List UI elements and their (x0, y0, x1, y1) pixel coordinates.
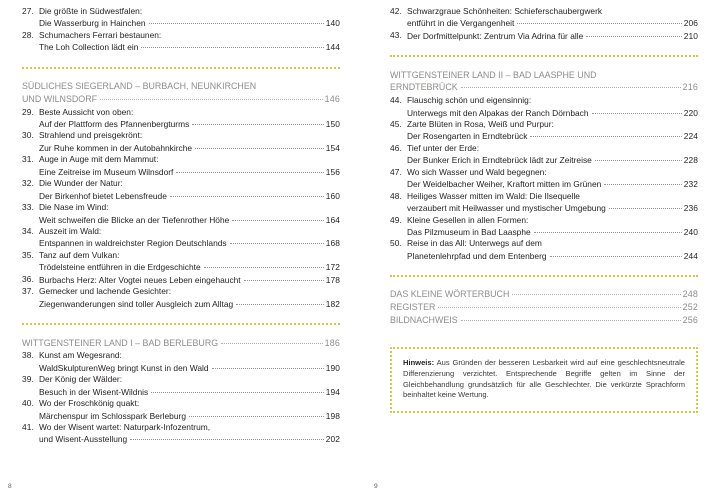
toc-line (39, 118, 340, 130)
toc-page-number: 256 (682, 314, 698, 325)
hinweis-label: Hinweis: (403, 358, 435, 368)
toc-page-number: 244 (683, 250, 698, 261)
toc-line-title: Unterwegs mit den Alpakas der Ranch Dörnbach (407, 107, 589, 118)
toc-entry-body (39, 398, 340, 422)
toc-page-number: 228 (683, 155, 698, 166)
section-heading-block[interactable] (390, 55, 698, 94)
toc-line (407, 107, 698, 119)
right-sections (390, 55, 698, 262)
dot-leader (236, 298, 324, 307)
toc-line (39, 214, 340, 226)
toc-line-title: Der König der Wälder: (39, 374, 123, 385)
toc-line-title: Kunst am Wegesrand: (39, 350, 122, 361)
toc-line (39, 30, 340, 41)
toc-line (22, 93, 340, 106)
toc-entry-number: 37. (22, 286, 34, 297)
right-continued-entries (390, 6, 698, 42)
dot-leader (530, 130, 681, 139)
toc-line-title: Wo der Wisent wartet: Naturpark-Infozentrum, (39, 422, 211, 433)
toc-line-title: Auf der Plattform des Pfannenbergturms (39, 118, 190, 129)
dot-leader (189, 410, 324, 419)
toc-page-number: 172 (325, 262, 340, 273)
toc-line (407, 119, 698, 130)
toc-line (39, 17, 340, 29)
toc-page-number: 144 (325, 42, 340, 53)
toc-line-title: Der Weidelbacher Weiher, Kraftort mitten im Grünen (407, 179, 602, 190)
toc-line (390, 314, 698, 327)
toc-line (39, 166, 340, 178)
toc-line-title: Die Nase im Wind: (39, 202, 109, 213)
toc-entry-number: 38. (22, 350, 34, 361)
dot-leader (204, 261, 324, 270)
dotted-separator-rule (390, 275, 698, 280)
dot-leader (512, 288, 680, 297)
toc-entry[interactable] (22, 250, 340, 274)
toc-entry-number: 36. (22, 273, 34, 284)
toc-line (39, 107, 340, 118)
dot-leader (517, 17, 681, 26)
dot-leader (461, 81, 681, 90)
toc-entry-body (407, 95, 698, 119)
toc-line-title: Kleine Gesellen in allen Formen: (407, 214, 529, 225)
toc-entry[interactable] (22, 226, 340, 250)
dotted-separator-rule (390, 55, 698, 60)
dot-leader (550, 250, 682, 259)
toc-line-title: Beste Aussicht von oben: (39, 106, 134, 117)
toc-entry-body (407, 143, 698, 167)
toc-line-title: WITTGENSTEINER LAND II – BAD LAASPHE UND (390, 69, 597, 80)
toc-page-number: 164 (325, 214, 340, 225)
dot-leader (170, 190, 324, 199)
toc-line (390, 81, 698, 94)
toc-entry[interactable] (22, 130, 340, 154)
toc-entry-body (407, 30, 698, 42)
toc-entry-number: 29. (22, 106, 34, 117)
toc-line (39, 130, 340, 141)
toc-line (39, 226, 340, 237)
toc-entry-number: 32. (22, 178, 34, 189)
toc-line (390, 288, 698, 301)
right-page (360, 0, 720, 495)
toc-page-number: 220 (683, 107, 698, 118)
toc-line (39, 250, 340, 261)
toc-entry-body (39, 202, 340, 226)
toc-line-title: Schumachers Ferrari bestaunen: (39, 29, 162, 40)
toc-line (407, 215, 698, 226)
toc-line (407, 238, 698, 249)
toc-line-title: Das Pilzmuseum in Bad Laasphe (407, 227, 531, 238)
toc-page-number: 248 (682, 289, 698, 300)
toc-entry-number: 46. (390, 142, 402, 153)
toc-entry-number: 42. (390, 6, 402, 16)
toc-page-number: 190 (325, 362, 340, 373)
toc-entry[interactable] (22, 422, 340, 446)
toc-line-title: Der Dorfmittelpunkt: Zentrum Via Adrina für alle (407, 30, 584, 41)
toc-entry-number: 43. (390, 29, 402, 40)
left-sections (22, 67, 340, 446)
toc-line-title: verzaubert mit Heilwasser und mystischer Umgebung (407, 203, 606, 214)
toc-line-title: Eine Zeitreise im Museum Wilnsdorf (39, 166, 174, 177)
toc-line-title: DAS KLEINE WÖRTERBUCH (390, 289, 510, 300)
toc-line (22, 80, 340, 93)
toc-line-title: REGISTER (390, 301, 436, 312)
toc-line-title: Tanz auf dem Vulkan: (39, 249, 120, 260)
toc-entry-body (39, 178, 340, 202)
toc-line (39, 237, 340, 249)
dot-leader (534, 226, 682, 235)
toc-page-number: 146 (324, 93, 340, 104)
toc-entry[interactable] (390, 238, 698, 262)
toc-line (39, 362, 340, 374)
toc-entry[interactable] (390, 191, 698, 215)
toc-entry-body (39, 286, 340, 310)
toc-line (407, 143, 698, 154)
toc-line-title: Besuch in der Wisent-Wildnis (39, 386, 149, 397)
toc-page-number: 156 (325, 166, 340, 177)
toc-line (39, 386, 340, 398)
toc-line (39, 154, 340, 165)
toc-line (407, 226, 698, 238)
section-heading-block[interactable] (22, 323, 340, 349)
toc-line-title: Schwarzgraue Schönheiten: Schieferschaubergwerk (407, 6, 603, 16)
toc-entry[interactable] (390, 6, 698, 30)
dot-leader (232, 214, 323, 223)
toc-entry-body (39, 422, 340, 446)
toc-entry[interactable] (22, 202, 340, 226)
toc-entry-number: 28. (22, 29, 34, 40)
toc-entry-body (39, 107, 340, 131)
toc-entry-body (407, 167, 698, 191)
toc-entry-body (39, 250, 340, 274)
toc-entry-number: 33. (22, 202, 34, 213)
toc-page-number: 236 (683, 203, 698, 214)
toc-entry[interactable] (22, 398, 340, 422)
toc-line (39, 261, 340, 273)
toc-entry[interactable] (22, 274, 340, 286)
toc-line (39, 178, 340, 189)
dot-leader (192, 118, 323, 127)
toc-line (39, 374, 340, 385)
toc-line (39, 202, 340, 213)
toc-line-title: Reise in das All: Unterwegs auf dem (407, 238, 542, 249)
toc-page-number: 224 (683, 131, 698, 142)
dot-leader (592, 107, 682, 116)
toc-line-title: und Wisent-Ausstellung (39, 434, 128, 445)
dot-leader (595, 154, 682, 163)
toc-line-title: Die größte in Südwestfalen: (39, 6, 143, 16)
left-continued-entries (22, 6, 340, 54)
toc-entry-number: 44. (390, 95, 402, 106)
toc-line (407, 178, 698, 190)
toc-line (39, 433, 340, 445)
toc-line-title: Der Rosengarten in Erndtebrück (407, 131, 528, 142)
dot-leader (141, 41, 323, 50)
toc-line (22, 337, 340, 350)
toc-entry-body (407, 215, 698, 239)
toc-entry[interactable] (22, 178, 340, 202)
toc-entry-number: 45. (390, 118, 402, 129)
toc-page-number: 206 (683, 18, 698, 29)
toc-line-title: Auszeit im Wald: (39, 226, 102, 237)
toc-line-title: entführt in die Vergangenheit (407, 18, 515, 29)
toc-line (39, 410, 340, 422)
toc-line-title: Gemecker und lachende Gesichter: (39, 286, 172, 297)
toc-line-title: Märchenspur im Schlosspark Berleburg (39, 410, 186, 421)
toc-entry-number: 40. (22, 398, 34, 409)
toc-entry[interactable] (390, 119, 698, 143)
dot-leader (461, 314, 681, 323)
toc-entry-body (39, 226, 340, 250)
folio-right: 9 (374, 483, 378, 490)
toc-line (407, 167, 698, 178)
toc-entry-body (39, 274, 340, 286)
toc-line-title: The Loh Collection lädt ein (39, 42, 139, 53)
toc-line-title: Tief unter der Erde: (407, 142, 480, 153)
toc-line-title: Wo der Froschkönig quakt: (39, 398, 140, 409)
dot-leader (212, 362, 324, 371)
toc-entry[interactable] (390, 95, 698, 119)
toc-page-number: 198 (325, 410, 340, 421)
toc-entry-number: 39. (22, 374, 34, 385)
toc-line (407, 250, 698, 262)
toc-line-title: Planetenlehrpfad und dem Entenberg (407, 250, 547, 261)
toc-line (407, 130, 698, 142)
toc-line-title: Entspannen in waldreichster Region Deutschlands (39, 238, 227, 249)
toc-page-number: 182 (325, 298, 340, 309)
toc-entry-body (39, 30, 340, 54)
toc-line-title: Der Birkenhof bietet Lebensfreude (39, 190, 167, 201)
toc-entry-number: 30. (22, 130, 34, 141)
toc-line (39, 398, 340, 409)
toc-entry-body (407, 6, 698, 30)
toc-line-title: BILDNACHWEIS (390, 314, 458, 325)
toc-page-number: 150 (325, 118, 340, 129)
hinweis-note-text (403, 358, 685, 401)
hinweis-note-box (390, 347, 698, 413)
toc-page-number: 140 (325, 18, 340, 29)
dotted-separator-rule (22, 323, 340, 328)
dot-leader (609, 202, 682, 211)
toc-page-number: 202 (325, 434, 340, 445)
toc-line-title: Die Wasserburg in Hainchen (39, 18, 146, 29)
toc-line (407, 6, 698, 17)
backmatter-entry[interactable] (390, 301, 698, 314)
toc-entry-body (39, 350, 340, 374)
toc-line (39, 286, 340, 297)
dotted-separator-rule (22, 67, 340, 72)
toc-entry[interactable] (22, 30, 340, 54)
section-heading-text (22, 80, 340, 105)
toc-line-title: Auge in Auge mit dem Mammut: (39, 154, 159, 165)
toc-page-number: 160 (325, 190, 340, 201)
dot-leader (230, 237, 324, 246)
toc-entry-number: 34. (22, 226, 34, 237)
toc-line-title: Wo sich Wasser und Wald begegnen: (407, 166, 547, 177)
toc-entry[interactable] (22, 6, 340, 30)
toc-page-number: 252 (682, 301, 698, 312)
backmatter-entry[interactable] (390, 288, 698, 301)
toc-line-title: ERNDTEBRÜCK (390, 82, 458, 93)
toc-entry-number: 27. (22, 6, 34, 16)
toc-entry-number: 49. (390, 214, 402, 225)
toc-page-number: 154 (325, 142, 340, 153)
toc-page-number: 210 (683, 30, 698, 41)
toc-entry[interactable] (22, 107, 340, 131)
toc-line-title: Der Bunker Erich in Erndtebrück lädt zur Zeitreise (407, 155, 592, 166)
toc-line (39, 274, 340, 286)
toc-line (390, 301, 698, 314)
toc-line-title: WaldSkulpturenWeg bringt Kunst in den Wald (39, 362, 209, 373)
dot-leader (151, 386, 324, 395)
toc-entry[interactable] (22, 154, 340, 178)
toc-entry-body (39, 374, 340, 398)
toc-page-number: 178 (325, 274, 340, 285)
toc-line-title: Burbachs Herz: Alter Vogtei neues Leben eingehaucht (39, 274, 241, 285)
toc-page-number: 240 (683, 227, 698, 238)
toc-line (407, 191, 698, 202)
toc-entry-body (407, 191, 698, 215)
toc-line (39, 298, 340, 310)
dot-leader (130, 433, 324, 442)
toc-line (390, 69, 698, 82)
toc-line-title: SÜDLICHES SIEGERLAND – BURBACH, NEUNKIRCHEN (22, 81, 257, 92)
dot-leader (176, 166, 323, 175)
toc-entry-number: 50. (390, 238, 402, 249)
toc-line (39, 41, 340, 53)
toc-line-title: UND WILNSDORF (22, 93, 98, 104)
section-heading-text (390, 69, 698, 94)
toc-line-title: Die Wunder der Natur: (39, 178, 123, 189)
toc-line-title: WITTGENSTEINER LAND I – BAD BERLEBURG (22, 337, 219, 348)
toc-line-title: Flauschig schön und eigensinnig: (407, 95, 532, 106)
dot-leader (244, 274, 324, 283)
toc-line (39, 142, 340, 154)
toc-entry[interactable] (390, 167, 698, 191)
toc-page-number: 232 (683, 179, 698, 190)
toc-page-number: 186 (324, 337, 340, 348)
toc-entry-number: 35. (22, 249, 34, 260)
toc-entry[interactable] (390, 30, 698, 42)
section-heading-block[interactable] (22, 67, 340, 106)
toc-entry[interactable] (390, 143, 698, 167)
dot-leader (604, 178, 681, 187)
toc-line-title: Trödelsteine entführen in die Erdgeschichte (39, 262, 201, 273)
toc-entry[interactable] (390, 215, 698, 239)
toc-entry-number: 41. (22, 422, 34, 433)
toc-line (39, 422, 340, 433)
dot-leader (586, 30, 681, 39)
toc-line (407, 202, 698, 214)
toc-line-title: Strahlend und preisgekrönt: (39, 130, 143, 141)
toc-entry[interactable] (22, 286, 340, 310)
toc-entry-body (39, 6, 340, 30)
toc-entry-body (39, 130, 340, 154)
toc-line-title: Weit schweifen die Blicke an der Tiefenrother Höhe (39, 214, 230, 225)
toc-entry[interactable] (22, 350, 340, 374)
dot-leader (195, 142, 324, 151)
toc-line (39, 350, 340, 361)
toc-entry-number: 47. (390, 166, 402, 177)
toc-page-number: 194 (325, 386, 340, 397)
dot-leader (100, 93, 323, 102)
toc-entry-body (407, 238, 698, 262)
toc-entry-number: 48. (390, 190, 402, 201)
toc-line (407, 30, 698, 42)
toc-line (39, 6, 340, 17)
dot-leader (438, 301, 680, 310)
dot-leader (149, 17, 324, 26)
toc-page-number: 216 (682, 82, 698, 93)
folio-left: 8 (8, 483, 12, 490)
backmatter-list (390, 275, 698, 326)
dot-leader (221, 337, 322, 346)
toc-entry-number: 31. (22, 154, 34, 165)
toc-line (407, 95, 698, 106)
hinweis-body: Aus Gründen der besseren Lesbarkeit wird auf eine geschlechtsneutrale Differenzierung verzichtet. Entsprechende Begriffe gelten im Sinne der Gleichbehandlung grundsätzlich für alle Geschlechter. Die verkürzte Sprachform beinhaltet keine Wertung. (403, 358, 685, 400)
toc-page-number: 168 (325, 238, 340, 249)
toc-line-title: Ziegenwanderungen sind toller Ausgleich zum Alltag (39, 298, 234, 309)
toc-line (407, 17, 698, 29)
toc-line-title: Zur Ruhe kommen in der Autobahnkirche (39, 142, 193, 153)
section-heading-text (22, 337, 340, 350)
toc-line-title: Zarte Blüten in Rosa, Weiß und Purpur: (407, 118, 554, 129)
toc-line-title: Heiliges Wasser mitten im Wald: Die Ilsequelle (407, 190, 580, 201)
toc-entry[interactable] (22, 374, 340, 398)
toc-line (39, 190, 340, 202)
toc-entry-body (39, 154, 340, 178)
backmatter-entry[interactable] (390, 314, 698, 327)
toc-line (407, 154, 698, 166)
toc-entry-body (407, 119, 698, 143)
